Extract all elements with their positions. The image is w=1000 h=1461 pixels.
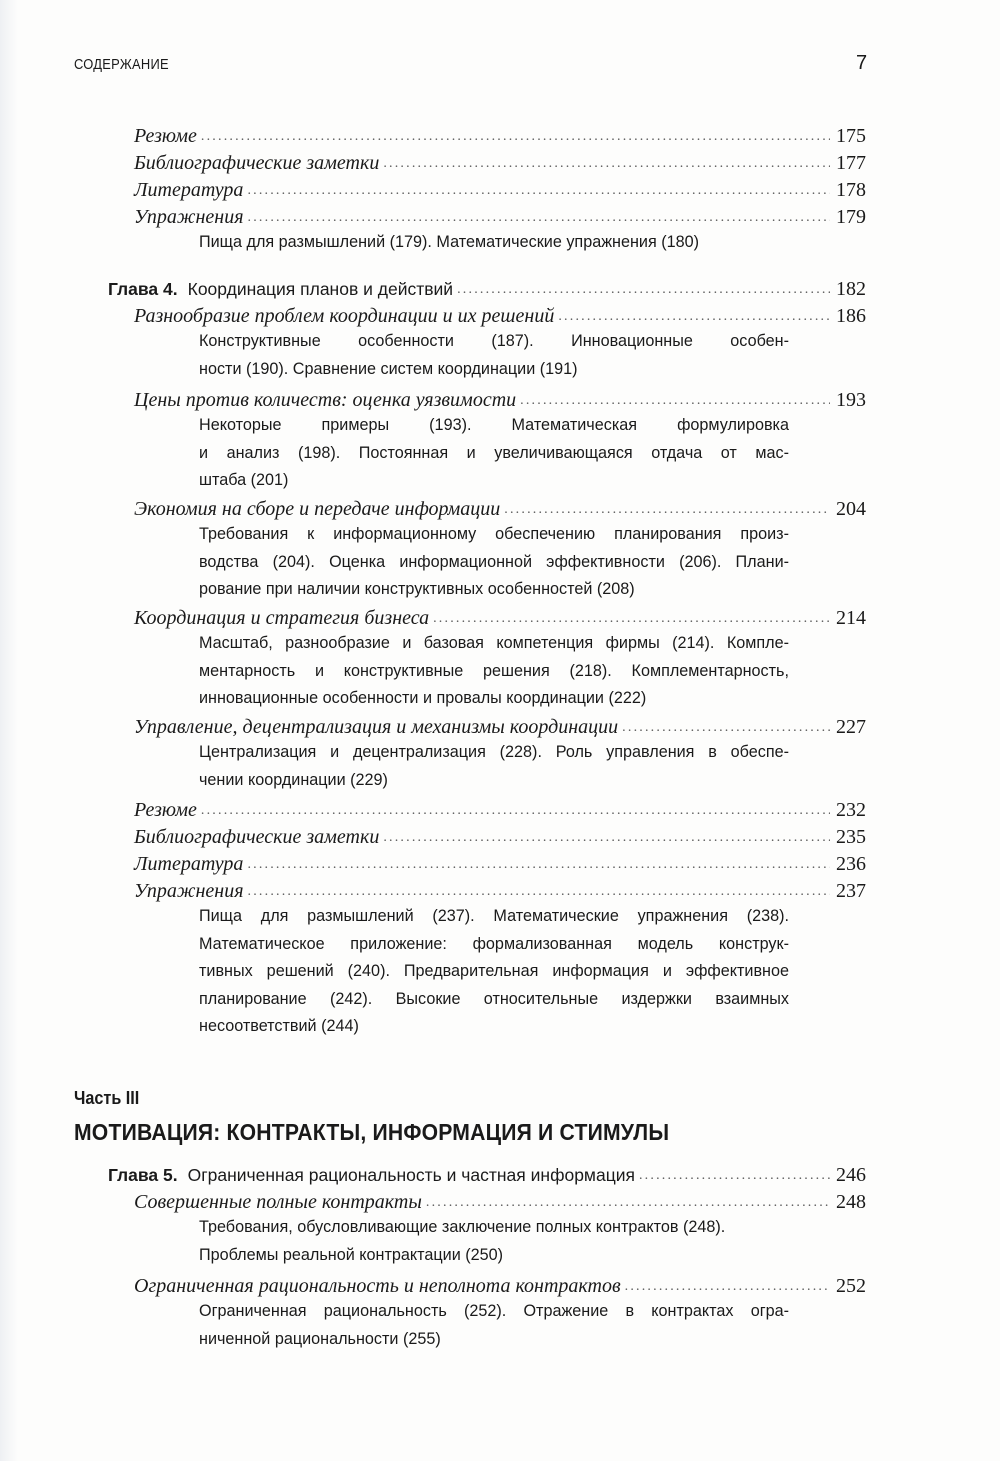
toc-subentries <box>199 630 789 713</box>
toc-subentries <box>199 328 789 383</box>
entry-title: Библиографические заметки <box>134 152 380 174</box>
toc-entry-coordination-diversity[interactable] <box>134 303 866 329</box>
page-number: 7 <box>856 52 868 74</box>
entry-title: Разнообразие проблем координации и их решений <box>134 305 555 327</box>
entry-page: 179 <box>836 206 866 228</box>
subentry-line: ментарность и конструктивные решения (218). Комплементарность, <box>199 661 789 680</box>
subentry-line: Пища для размышлений (179). Математические упражнения (180) <box>199 233 700 251</box>
part-title: МОТИВАЦИЯ: КОНТРАКТЫ, ИНФОРМАЦИЯ И СТИМУЛЫ <box>74 1119 670 1145</box>
subentry-line: Масштаб, разнообразие и базовая компетенция фирмы (214). Компле- <box>199 634 789 652</box>
subentry-line: Проблемы реальной контрактации (250) <box>199 1245 504 1264</box>
toc-entry-bibliography-ch3[interactable] <box>134 150 866 176</box>
entry-title: Литература <box>134 179 244 201</box>
entry-title: Управление, децентрализация и механизмы координации <box>134 716 619 738</box>
toc-subentries <box>199 739 789 794</box>
entry-title: Цены против количеств: оценка уязвимости <box>134 389 517 411</box>
subentry-line: ности (190). Сравнение систем координации (191) <box>199 359 578 378</box>
entry-title: Библиографические заметки <box>134 826 380 848</box>
entry-page: 193 <box>836 389 866 411</box>
entry-page: 227 <box>836 716 866 738</box>
entry-page: 178 <box>836 179 866 201</box>
entry-title: Совершенные полные контракты <box>134 1191 422 1213</box>
entry-page: 175 <box>836 125 866 147</box>
subentry-line: водства (204). Оценка информационной эффективности (206). Плани- <box>199 552 789 571</box>
dot-leader <box>248 879 830 905</box>
subentry-line: Математическое приложение: формализованная модель конструк- <box>199 934 789 953</box>
toc-entry-exercises-ch4[interactable] <box>134 878 866 904</box>
entry-page: 186 <box>836 305 866 327</box>
dot-leader <box>622 715 830 741</box>
dot-leader <box>558 304 830 330</box>
entry-page: 236 <box>836 853 866 875</box>
entry-page: 252 <box>836 1275 866 1297</box>
chapter-label: Глава 4. <box>108 279 178 299</box>
entry-page: 235 <box>836 826 866 848</box>
subentry-line: Требования, обусловливающие заключение полных контрактов (248). <box>199 1218 726 1236</box>
entry-title: Упражнения <box>134 880 244 902</box>
entry-page: 248 <box>836 1191 866 1213</box>
chapter-title: Ограниченная рациональность и частная информация <box>187 1165 635 1185</box>
toc-entry-prices-vs-quantities[interactable] <box>134 387 866 413</box>
toc-entry-summary-ch4[interactable] <box>134 797 866 823</box>
dot-leader <box>457 277 830 303</box>
entry-title: Упражнения <box>134 206 244 228</box>
subentry-line: Ограниченная рациональность (252). Отражение в контрактах огра- <box>199 1302 789 1320</box>
subentry-line: Некоторые примеры (193). Математическая формулировка <box>199 416 789 434</box>
toc-entry-business-strategy[interactable] <box>134 605 866 631</box>
toc-entry-management-decentralization[interactable] <box>134 714 866 740</box>
dot-leader <box>201 124 830 150</box>
dot-leader <box>383 151 830 177</box>
subentry-line: Пища для размышлений (237). Математические упражнения (238). <box>199 907 789 925</box>
subentry-line: и анализ (198). Постоянная и увеличивающаяся отдача от мас- <box>199 443 789 462</box>
toc-entry-information-economy[interactable] <box>134 496 866 522</box>
entry-title: Экономия на сборе и передаче информации <box>134 498 501 520</box>
entry-page: 177 <box>836 152 866 174</box>
toc-entry-literature-ch4[interactable] <box>134 851 866 877</box>
entry-page: 232 <box>836 799 866 821</box>
subentry-line: Конструктивные особенности (187). Инновационные особен- <box>199 332 789 350</box>
dot-leader <box>639 1163 830 1189</box>
part-label: Часть III <box>74 1088 140 1108</box>
entry-title: Резюме <box>134 125 197 147</box>
chapter-page: 182 <box>836 278 866 300</box>
entry-page: 204 <box>836 498 866 520</box>
toc-subentries <box>199 1298 789 1353</box>
dot-leader <box>247 178 830 204</box>
toc-chapter-4[interactable] <box>108 276 866 302</box>
dot-leader <box>625 1274 830 1300</box>
toc-entry-literature-ch3[interactable] <box>134 177 866 203</box>
entry-title: Резюме <box>134 799 197 821</box>
page-edge-shadow <box>0 0 18 1461</box>
dot-leader <box>520 388 830 414</box>
subentry-line: Централизация и децентрализация (228). Роль управления в обеспе- <box>199 743 789 761</box>
toc-subentries <box>199 412 789 495</box>
running-head: СОДЕРЖАНИЕ <box>74 56 169 73</box>
subentry-line: планирование (242). Высокие относительные издержки взаимных <box>199 989 789 1008</box>
entry-title: Литература <box>134 853 244 875</box>
toc-entry-bibliography-ch4[interactable] <box>134 824 866 850</box>
chapter-page: 246 <box>836 1164 866 1186</box>
dot-leader <box>201 798 830 824</box>
subentry-line: рование при наличии конструктивных особенностей (208) <box>199 580 635 598</box>
subentry-line: штаба (201) <box>199 471 289 489</box>
subentry-line: инновационные особенности и провалы координации (222) <box>199 689 647 707</box>
toc-entry-exercises-ch3[interactable] <box>134 204 866 230</box>
chapter-title: Координация планов и действий <box>187 279 454 299</box>
entry-page: 214 <box>836 607 866 629</box>
dot-leader <box>504 497 830 523</box>
subentry-line: ниченной рациональности (255) <box>199 1329 441 1348</box>
toc-subentries <box>199 521 789 604</box>
chapter-label: Глава 5. <box>108 1165 178 1185</box>
toc-subentries <box>199 1214 789 1269</box>
subentry-line: тивных решений (240). Предварительная информация и эффективное <box>199 962 789 980</box>
dot-leader <box>383 825 830 851</box>
toc-entry-complete-contracts[interactable] <box>134 1189 866 1215</box>
toc-subentries <box>199 229 789 257</box>
entry-title: Ограниченная рациональность и неполнота контрактов <box>134 1275 621 1297</box>
dot-leader <box>247 852 830 878</box>
dot-leader <box>426 1190 830 1216</box>
entry-title: Координация и стратегия бизнеса <box>134 607 430 629</box>
dot-leader <box>433 606 830 632</box>
subentry-line: чении координации (229) <box>199 770 388 789</box>
subentry-line: несоответствий (244) <box>199 1017 359 1035</box>
dot-leader <box>248 205 830 231</box>
toc-entry-summary-ch3[interactable] <box>134 123 866 149</box>
toc-entry-incomplete-contracts[interactable] <box>134 1273 866 1299</box>
entry-page: 237 <box>836 880 866 902</box>
toc-subentries <box>199 903 789 1041</box>
toc-chapter-5[interactable] <box>108 1162 866 1188</box>
subentry-line: Требования к информационному обеспечению планирования произ- <box>199 525 789 543</box>
